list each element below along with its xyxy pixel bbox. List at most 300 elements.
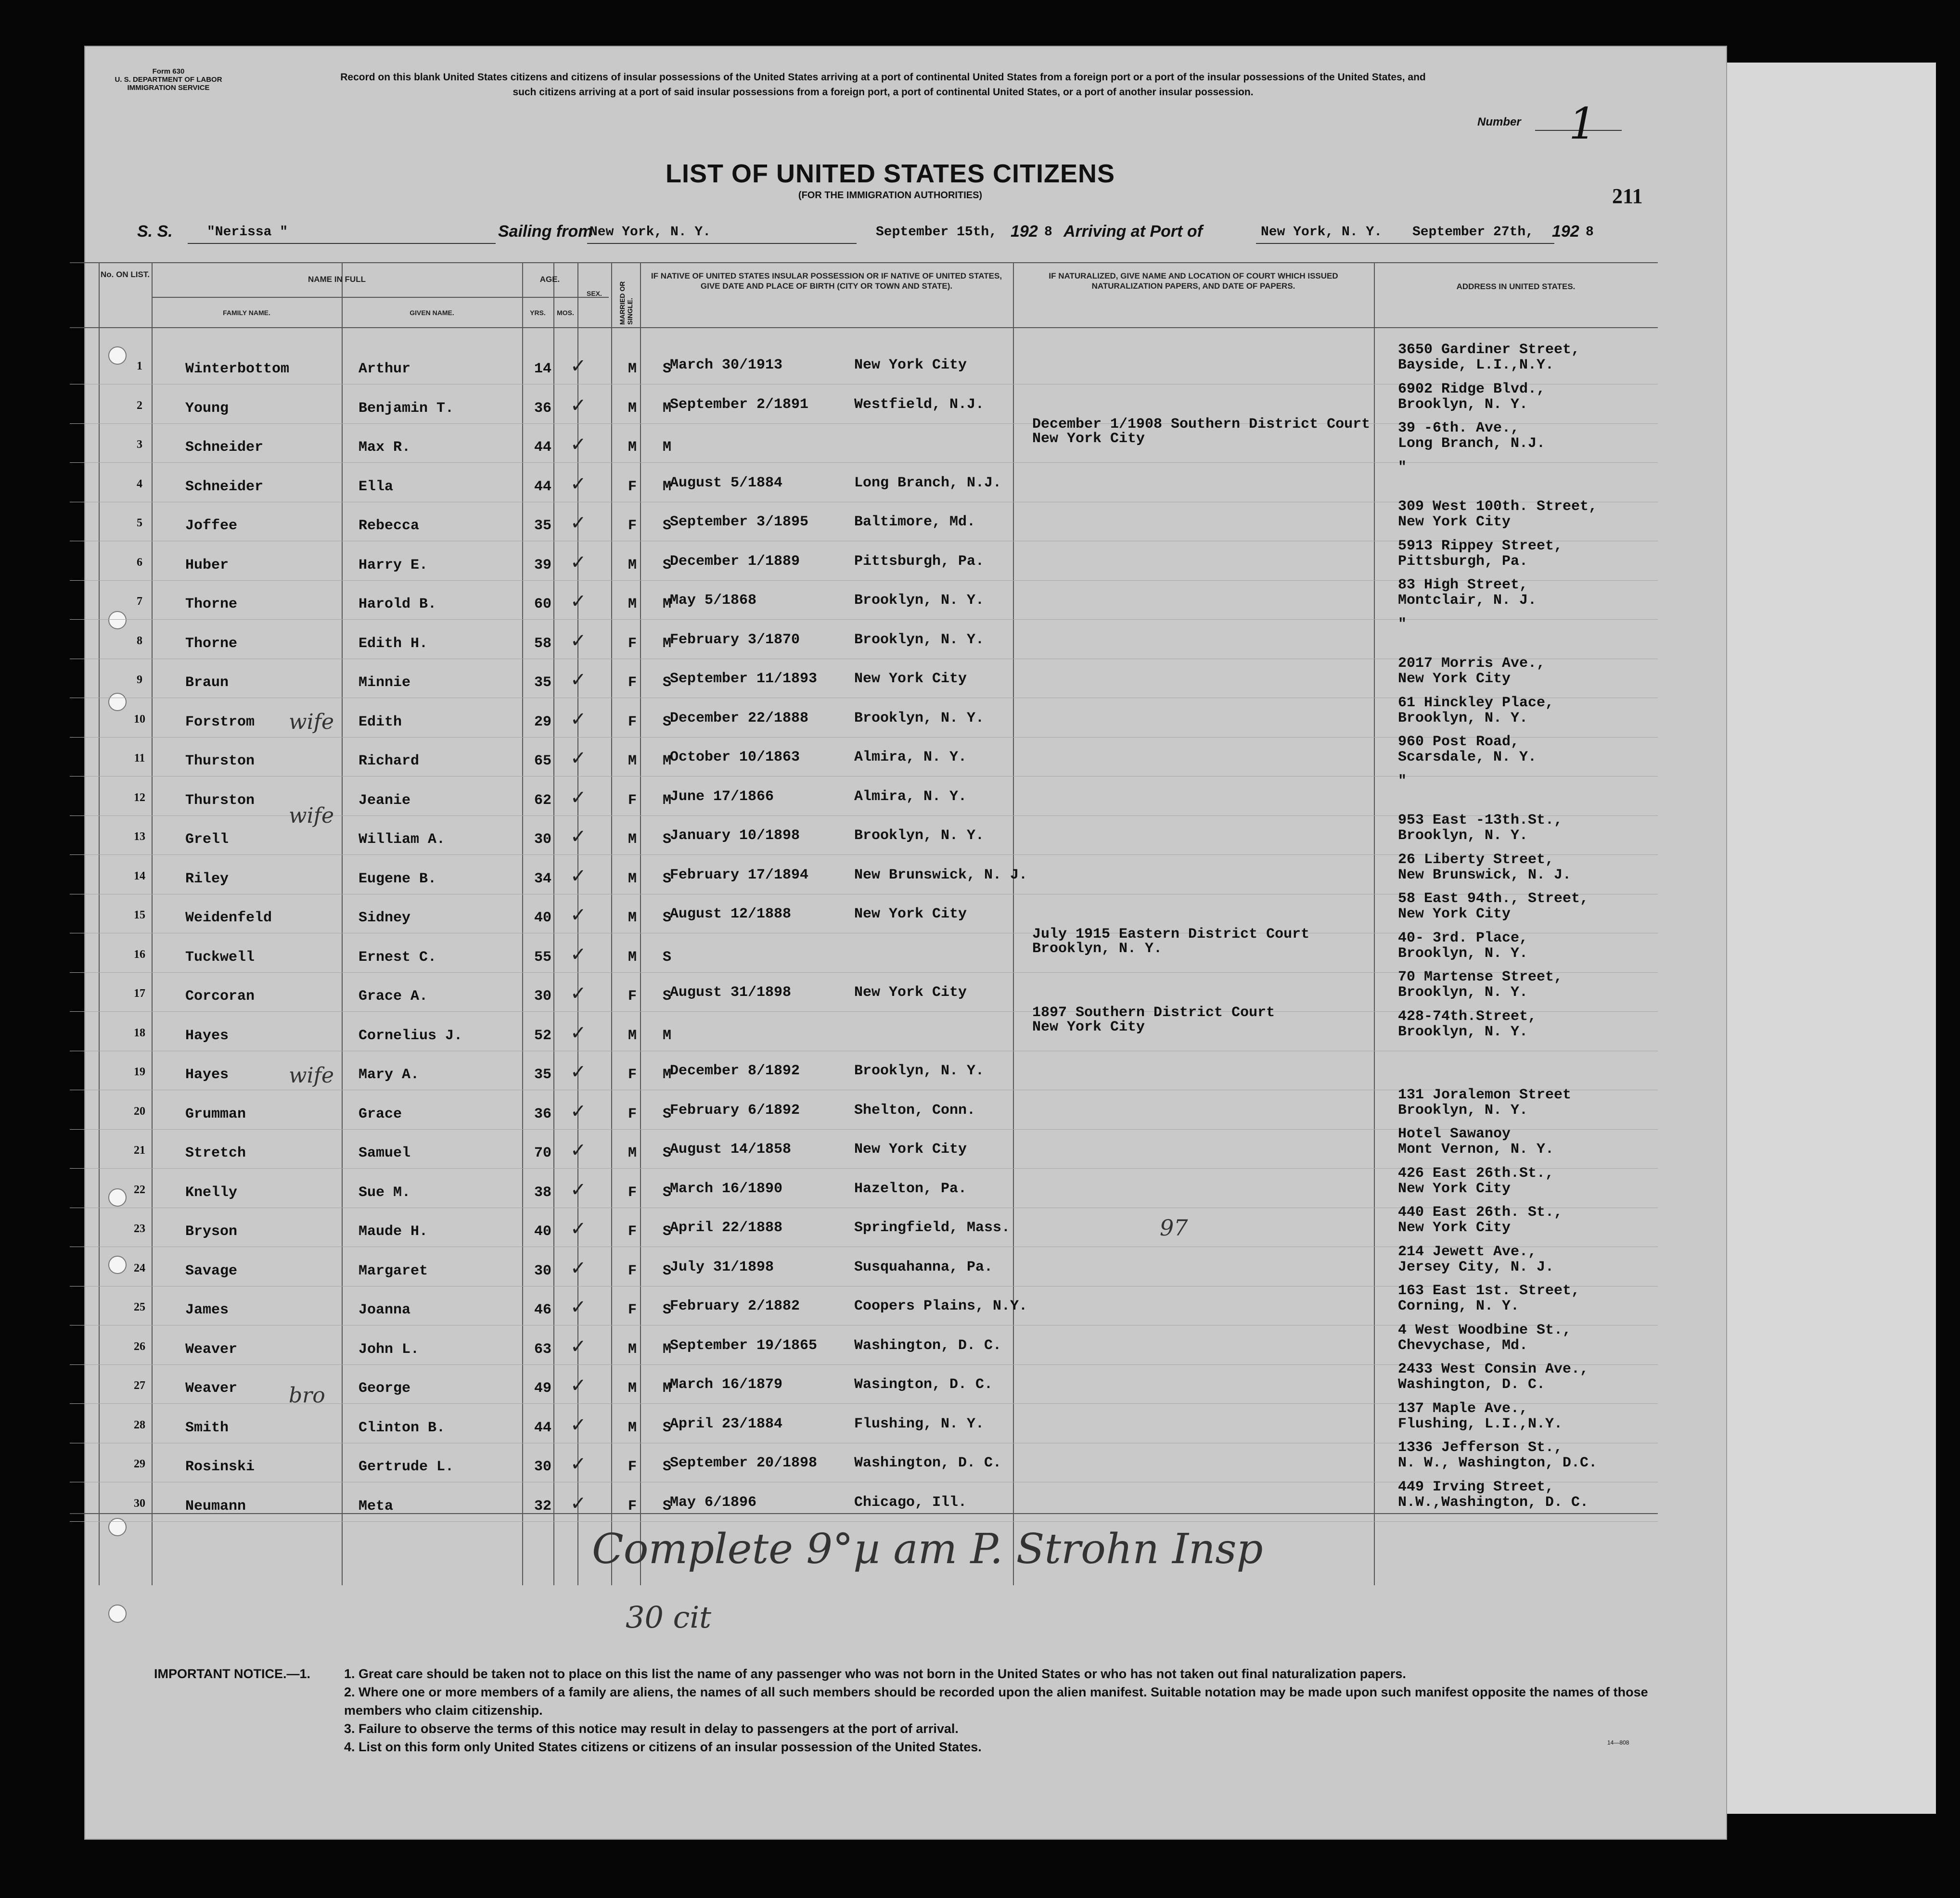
marital-status: S bbox=[663, 1459, 672, 1475]
address-line1: 39 -6th. Ave., bbox=[1398, 420, 1520, 436]
row-number: 29 bbox=[134, 1458, 145, 1470]
row-number: 8 bbox=[137, 635, 142, 647]
check-mark-icon: ✓ bbox=[570, 395, 587, 417]
table-row bbox=[70, 538, 1658, 581]
age-years: 30 bbox=[534, 988, 552, 1005]
family-name: Grell bbox=[185, 831, 229, 848]
marital-status: S bbox=[663, 557, 672, 573]
address-line1: 5913 Rippey Street, bbox=[1398, 538, 1563, 554]
address-line2: Brooklyn, N. Y. bbox=[1398, 984, 1528, 1001]
check-mark-icon: ✓ bbox=[570, 473, 587, 495]
address-line1: 3650 Gardiner Street, bbox=[1398, 342, 1580, 358]
address-line2: Washington, D. C. bbox=[1398, 1376, 1546, 1393]
birth-date: January 10/1898 bbox=[670, 828, 800, 844]
given-name: Benjamin T. bbox=[359, 400, 454, 417]
naturalization-location: Brooklyn, N. Y. bbox=[1032, 941, 1163, 957]
arriving-year-prefix: 192 bbox=[1552, 222, 1579, 241]
birth-date: August 14/1858 bbox=[670, 1141, 792, 1158]
given-name: Samuel bbox=[359, 1145, 411, 1161]
birth-date: December 22/1888 bbox=[670, 710, 809, 726]
sex: F bbox=[628, 675, 637, 691]
family-name: Rosinski bbox=[185, 1459, 255, 1475]
given-name: Arthur bbox=[359, 361, 411, 377]
birth-place: Brooklyn, N. Y. bbox=[854, 632, 985, 648]
sex: M bbox=[628, 439, 637, 456]
sex: M bbox=[628, 1420, 637, 1436]
row-rule bbox=[70, 462, 1658, 463]
notice-items bbox=[344, 1665, 1691, 1756]
sex: M bbox=[628, 400, 637, 417]
given-name: Edith H. bbox=[359, 636, 428, 652]
check-mark-icon: ✓ bbox=[570, 1139, 587, 1161]
check-mark-icon: ✓ bbox=[570, 1061, 587, 1083]
address-line2: Brooklyn, N. Y. bbox=[1398, 710, 1528, 726]
arriving-date: September 27th, bbox=[1412, 225, 1534, 240]
birth-place: Coopers Plains, N.Y. bbox=[854, 1298, 1028, 1314]
age-years: 38 bbox=[534, 1185, 552, 1201]
birth-date: April 23/1884 bbox=[670, 1416, 783, 1432]
page-title: LIST OF UNITED STATES CITIZENS bbox=[666, 159, 1115, 188]
table-row bbox=[70, 1204, 1658, 1248]
address-line2: Long Branch, N.J. bbox=[1398, 435, 1546, 452]
birth-place: Brooklyn, N. Y. bbox=[854, 828, 985, 844]
header-mos: MOS. bbox=[557, 309, 574, 317]
age-years: 34 bbox=[534, 871, 552, 887]
birth-place: Washington, D. C. bbox=[854, 1338, 1002, 1354]
sex: F bbox=[628, 1223, 637, 1240]
given-name: Ernest C. bbox=[359, 949, 437, 966]
table-row bbox=[70, 1087, 1658, 1130]
age-years: 44 bbox=[534, 439, 552, 456]
form-code: 14—808 bbox=[1607, 1739, 1629, 1746]
table-row bbox=[70, 1479, 1658, 1522]
table-row bbox=[70, 891, 1658, 934]
check-mark-icon: ✓ bbox=[570, 355, 587, 377]
address-line1: 440 East 26th. St., bbox=[1398, 1204, 1563, 1221]
marital-status: S bbox=[663, 1263, 672, 1279]
given-name: Ella bbox=[359, 479, 394, 495]
address-line2: Flushing, L.I.,N.Y. bbox=[1398, 1416, 1563, 1432]
age-years: 65 bbox=[534, 753, 552, 769]
address-line2: New York City bbox=[1398, 906, 1511, 922]
marital-status: S bbox=[663, 714, 672, 730]
department-name: U. S. DEPARTMENT OF LABOR bbox=[115, 76, 222, 84]
header-sex: SEX. bbox=[587, 290, 602, 297]
marital-status: S bbox=[663, 1420, 672, 1436]
check-mark-icon: ✓ bbox=[570, 1179, 587, 1201]
marital-status: M bbox=[663, 1067, 672, 1083]
birth-date: September 11/1893 bbox=[670, 671, 818, 687]
check-mark-icon: ✓ bbox=[570, 1100, 587, 1122]
age-years: 35 bbox=[534, 518, 552, 534]
marital-status: M bbox=[663, 753, 672, 769]
sex: M bbox=[628, 557, 637, 573]
row-rule bbox=[70, 1521, 1658, 1522]
header-family-name: FAMILY NAME. bbox=[223, 309, 270, 317]
check-mark-icon: ✓ bbox=[570, 1257, 587, 1279]
given-name: Minnie bbox=[359, 675, 411, 691]
given-name: Sidney bbox=[359, 910, 411, 926]
table-row bbox=[70, 459, 1658, 503]
address-line1: 131 Joralemon Street bbox=[1398, 1087, 1572, 1103]
header-married-single: MARRIED OR SINGLE. bbox=[618, 281, 634, 325]
given-name: Eugene B. bbox=[359, 871, 437, 887]
address-line2: Chevychase, Md. bbox=[1398, 1338, 1528, 1354]
arriving-year: 8 bbox=[1586, 225, 1594, 240]
age-years: 52 bbox=[534, 1028, 552, 1044]
check-mark-icon: ✓ bbox=[570, 865, 587, 887]
row-number: 15 bbox=[134, 909, 145, 921]
birth-place: Almira, N. Y. bbox=[854, 749, 967, 765]
marital-status: S bbox=[663, 1185, 672, 1201]
page-subtitle: (FOR THE IMMIGRATION AUTHORITIES) bbox=[798, 190, 983, 201]
address-line2: Brooklyn, N. Y. bbox=[1398, 945, 1528, 962]
sex: M bbox=[628, 753, 637, 769]
naturalization-court: December 1/1908 Southern District Court bbox=[1032, 416, 1371, 433]
table-rule bbox=[70, 327, 1658, 328]
age-years: 30 bbox=[534, 831, 552, 848]
age-years: 29 bbox=[534, 714, 552, 730]
birth-date: September 2/1891 bbox=[670, 396, 809, 413]
number-value: 1 bbox=[1569, 99, 1597, 149]
birth-place: New York City bbox=[854, 671, 967, 687]
check-mark-icon: ✓ bbox=[570, 747, 587, 769]
given-name: Edith bbox=[359, 714, 402, 730]
sex: M bbox=[628, 1380, 637, 1397]
family-name: Thorne bbox=[185, 636, 238, 652]
birth-place: Westfield, N.J. bbox=[854, 396, 985, 413]
notice-item: 4. List on this form only United States citizens or citizens of an insular possession of the United States. bbox=[344, 1740, 982, 1754]
given-name: George bbox=[359, 1380, 411, 1397]
age-years: 40 bbox=[534, 910, 552, 926]
family-name: Smith bbox=[185, 1420, 229, 1436]
row-number: 5 bbox=[137, 517, 142, 529]
birth-date: March 30/1913 bbox=[670, 357, 783, 373]
row-number: 3 bbox=[137, 438, 142, 451]
birth-date: July 31/1898 bbox=[670, 1259, 774, 1275]
address-line1: 428-74th.Street, bbox=[1398, 1008, 1537, 1025]
row-number: 10 bbox=[134, 713, 145, 726]
check-mark-icon: ✓ bbox=[570, 1414, 587, 1436]
sailing-date: September 15th, bbox=[876, 225, 998, 240]
age-years: 46 bbox=[534, 1302, 552, 1318]
address-line1: 4 West Woodbine St., bbox=[1398, 1322, 1572, 1338]
naturalization-location: New York City bbox=[1032, 431, 1145, 447]
row-number: 24 bbox=[134, 1262, 145, 1274]
check-mark-icon: ✓ bbox=[570, 826, 587, 848]
wife-annotation: wife bbox=[289, 710, 334, 734]
table-row bbox=[70, 1165, 1658, 1209]
address-line1: 61 Hinckley Place, bbox=[1398, 695, 1554, 711]
birth-date: May 6/1896 bbox=[670, 1494, 757, 1511]
check-mark-icon: ✓ bbox=[570, 787, 587, 809]
row-number: 21 bbox=[134, 1144, 145, 1157]
sailing-underline bbox=[587, 243, 857, 244]
birth-date: September 20/1898 bbox=[670, 1455, 818, 1471]
sex: F bbox=[628, 988, 637, 1005]
background-page-edge bbox=[1713, 63, 1936, 1814]
table-row bbox=[70, 852, 1658, 895]
birth-place: Susquahanna, Pa. bbox=[854, 1259, 993, 1275]
marital-status: M bbox=[663, 400, 672, 417]
header-age: AGE. bbox=[539, 275, 560, 284]
sex: M bbox=[628, 1145, 637, 1161]
row-number: 11 bbox=[134, 752, 145, 764]
birth-place: Long Branch, N.J. bbox=[854, 475, 1002, 491]
sex: M bbox=[628, 871, 637, 887]
check-mark-icon: ✓ bbox=[570, 630, 587, 652]
family-name: Weidenfeld bbox=[185, 910, 272, 926]
check-mark-icon: ✓ bbox=[570, 433, 587, 456]
marital-status: S bbox=[663, 1498, 672, 1515]
ship-prefix: S. S. bbox=[137, 222, 173, 241]
wife-annotation: wife bbox=[289, 1063, 334, 1088]
marital-status: M bbox=[663, 596, 672, 612]
sex: F bbox=[628, 714, 637, 730]
marital-status: M bbox=[663, 636, 672, 652]
address-line1: 2017 Morris Ave., bbox=[1398, 655, 1546, 672]
given-name: Margaret bbox=[359, 1263, 428, 1279]
given-name: Grace A. bbox=[359, 988, 428, 1005]
age-years: 44 bbox=[534, 1420, 552, 1436]
address-line1: 83 High Street, bbox=[1398, 577, 1528, 593]
address-line2: Bayside, L.I.,N.Y. bbox=[1398, 357, 1554, 373]
header-given-name: GIVEN NAME. bbox=[410, 309, 454, 317]
address-line2: New Brunswick, N. J. bbox=[1398, 867, 1572, 883]
sex: F bbox=[628, 518, 637, 534]
sex: F bbox=[628, 636, 637, 652]
check-mark-icon: ✓ bbox=[570, 943, 587, 966]
page-number: 211 bbox=[1612, 184, 1643, 208]
address-line2: Jersey City, N. J. bbox=[1398, 1259, 1554, 1275]
marital-status: S bbox=[663, 949, 672, 966]
address-line2: Brooklyn, N. Y. bbox=[1398, 1024, 1528, 1040]
sex: M bbox=[628, 910, 637, 926]
row-number: 4 bbox=[137, 478, 142, 490]
sex: F bbox=[628, 1067, 637, 1083]
birth-date: May 5/1868 bbox=[670, 592, 757, 609]
row-number: 13 bbox=[134, 830, 145, 843]
birth-place: Shelton, Conn. bbox=[854, 1102, 976, 1119]
age-years: 35 bbox=[534, 675, 552, 691]
header-address: ADDRESS IN UNITED STATES. bbox=[1456, 282, 1576, 291]
family-name: Weaver bbox=[185, 1380, 238, 1397]
address-line2: Pittsburgh, Pa. bbox=[1398, 553, 1528, 570]
age-years: 32 bbox=[534, 1498, 552, 1515]
family-name: Weaver bbox=[185, 1341, 238, 1358]
family-name: Riley bbox=[185, 871, 229, 887]
marital-status: S bbox=[663, 1302, 672, 1318]
birth-place: Pittsburgh, Pa. bbox=[854, 553, 985, 570]
address-line2: New York City bbox=[1398, 514, 1511, 530]
given-name: Grace bbox=[359, 1106, 402, 1122]
row-number: 17 bbox=[134, 987, 145, 1000]
address-line1: 309 West 100th. Street, bbox=[1398, 498, 1598, 515]
family-name: Forstrom bbox=[185, 714, 255, 730]
number-label: Number bbox=[1477, 115, 1521, 128]
address-line2: N.W.,Washington, D. C. bbox=[1398, 1494, 1589, 1511]
arriving-label: Arriving at Port of bbox=[1063, 222, 1203, 241]
row-rule bbox=[70, 776, 1658, 777]
marital-status: M bbox=[663, 439, 672, 456]
address-line2: New York City bbox=[1398, 1220, 1511, 1236]
address-line1: 26 Liberty Street, bbox=[1398, 852, 1554, 868]
given-name: Clinton B. bbox=[359, 1420, 446, 1436]
birth-date: September 19/1865 bbox=[670, 1338, 818, 1354]
given-name: Gertrude L. bbox=[359, 1459, 454, 1475]
address-line2: New York City bbox=[1398, 1181, 1511, 1197]
given-name: Rebecca bbox=[359, 518, 420, 534]
check-mark-icon: ✓ bbox=[570, 551, 587, 573]
check-mark-icon: ✓ bbox=[570, 708, 587, 730]
family-name: Savage bbox=[185, 1263, 238, 1279]
given-name: Richard bbox=[359, 753, 420, 769]
given-name: Harry E. bbox=[359, 557, 428, 573]
table-row bbox=[70, 342, 1658, 385]
given-name: Jeanie bbox=[359, 792, 411, 809]
check-mark-icon: ✓ bbox=[570, 1022, 587, 1044]
row-number: 19 bbox=[134, 1066, 145, 1078]
given-name: Mary A. bbox=[359, 1067, 420, 1083]
address-line2: Scarsdale, N. Y. bbox=[1398, 749, 1537, 765]
age-years: 55 bbox=[534, 949, 552, 966]
address-line1: " bbox=[1398, 459, 1407, 476]
address-line2: Mont Vernon, N. Y. bbox=[1398, 1141, 1554, 1158]
marital-status: S bbox=[663, 675, 672, 691]
completion-note: Complete 9°µ am P. Strohn Insp bbox=[592, 1525, 1263, 1573]
form-number: Form 630 bbox=[152, 67, 185, 76]
address-line1: " bbox=[1398, 773, 1407, 790]
age-years: 58 bbox=[534, 636, 552, 652]
header-naturalized: IF NATURALIZED, GIVE NAME AND LOCATION OF COURT WHICH ISSUED NATURALIZATION PAPERS, AND DATE OF PAPERS. bbox=[1049, 271, 1338, 291]
marital-status: S bbox=[663, 871, 672, 887]
age-years: 30 bbox=[534, 1459, 552, 1475]
row-number: 20 bbox=[134, 1105, 145, 1118]
family-name: Huber bbox=[185, 557, 229, 573]
sex: F bbox=[628, 479, 637, 495]
sex: M bbox=[628, 361, 637, 377]
row-number: 27 bbox=[134, 1379, 145, 1392]
given-name: Joanna bbox=[359, 1302, 411, 1318]
sex: F bbox=[628, 1263, 637, 1279]
row-number: 25 bbox=[134, 1301, 145, 1313]
given-name: John L. bbox=[359, 1341, 420, 1358]
age-years: 60 bbox=[534, 596, 552, 612]
age-years: 70 bbox=[534, 1145, 552, 1161]
family-name: Young bbox=[185, 400, 229, 417]
sex: F bbox=[628, 792, 637, 809]
birth-date: December 8/1892 bbox=[670, 1063, 800, 1079]
address-line2: Brooklyn, N. Y. bbox=[1398, 396, 1528, 413]
birth-date: February 6/1892 bbox=[670, 1102, 800, 1119]
sex: F bbox=[628, 1498, 637, 1515]
marital-status: M bbox=[663, 1028, 672, 1044]
birth-place: Baltimore, Md. bbox=[854, 514, 976, 530]
family-name: Schneider bbox=[185, 479, 264, 495]
marital-status: S bbox=[663, 361, 672, 377]
birth-place: New York City bbox=[854, 984, 967, 1001]
table-row bbox=[70, 1439, 1658, 1483]
birth-place: Brooklyn, N. Y. bbox=[854, 1063, 985, 1079]
age-years: 62 bbox=[534, 792, 552, 809]
family-name: Thorne bbox=[185, 596, 238, 612]
age-years: 36 bbox=[534, 1106, 552, 1122]
table-row bbox=[70, 1322, 1658, 1365]
birth-date: February 3/1870 bbox=[670, 632, 800, 648]
header-birth: IF NATIVE OF UNITED STATES INSULAR POSSESSION OR IF NATIVE OF UNITED STATES, GIVE DATE AND PLACE OF BIRTH (CITY OR TOWN AND STATE). bbox=[651, 271, 1002, 291]
birth-date: August 12/1888 bbox=[670, 906, 792, 922]
row-number: 6 bbox=[137, 556, 142, 569]
marital-status: S bbox=[663, 1223, 672, 1240]
marital-status: S bbox=[663, 518, 672, 534]
family-name: Tuckwell bbox=[185, 949, 255, 966]
age-years: 40 bbox=[534, 1223, 552, 1240]
table-row bbox=[70, 381, 1658, 424]
birth-place: Brooklyn, N. Y. bbox=[854, 710, 985, 726]
sailing-label: Sailing from bbox=[498, 222, 593, 241]
check-mark-icon: ✓ bbox=[570, 512, 587, 534]
age-years: 44 bbox=[534, 479, 552, 495]
arriving-port: New York, N. Y. bbox=[1261, 225, 1383, 240]
check-mark-icon: ✓ bbox=[570, 590, 587, 612]
address-line2: Brooklyn, N. Y. bbox=[1398, 828, 1528, 844]
marital-status: S bbox=[663, 831, 672, 848]
address-line1: 960 Post Road, bbox=[1398, 734, 1520, 750]
header-name-in-full: NAME IN FULL bbox=[308, 275, 366, 284]
family-name: Thurston bbox=[185, 753, 255, 769]
address-line1: 163 East 1st. Street, bbox=[1398, 1283, 1580, 1299]
table-row bbox=[70, 616, 1658, 660]
sailing-year-prefix: 192 bbox=[1011, 222, 1038, 241]
marital-status: S bbox=[663, 1145, 672, 1161]
row-number: 22 bbox=[134, 1184, 145, 1196]
table-row bbox=[70, 969, 1658, 1012]
age-years: 63 bbox=[534, 1341, 552, 1358]
row-number: 7 bbox=[137, 595, 142, 608]
address-line2: Brooklyn, N. Y. bbox=[1398, 1102, 1528, 1119]
given-name: William A. bbox=[359, 831, 446, 848]
given-name: Sue M. bbox=[359, 1185, 411, 1201]
check-mark-icon: ✓ bbox=[570, 1492, 587, 1515]
given-name: Harold B. bbox=[359, 596, 437, 612]
age-years: 14 bbox=[534, 361, 552, 377]
birth-place: Washington, D. C. bbox=[854, 1455, 1002, 1471]
header-yrs: YRS. bbox=[530, 309, 546, 317]
table-row bbox=[70, 1283, 1658, 1326]
family-name: Corcoran bbox=[185, 988, 255, 1005]
check-mark-icon: ✓ bbox=[570, 1453, 587, 1475]
table-row bbox=[70, 1005, 1658, 1052]
address-line1: 2433 West Consin Ave., bbox=[1398, 1361, 1589, 1377]
address-line1: 70 Martense Street, bbox=[1398, 969, 1563, 985]
sex: M bbox=[628, 596, 637, 612]
address-line2: Montclair, N. J. bbox=[1398, 592, 1537, 609]
given-name: Max R. bbox=[359, 439, 411, 456]
table-row bbox=[70, 655, 1658, 699]
naturalization-court: July 1915 Eastern District Court bbox=[1032, 926, 1310, 943]
row-number: 26 bbox=[134, 1340, 145, 1353]
family-name: Knelly bbox=[185, 1185, 238, 1201]
marital-status: M bbox=[663, 479, 672, 495]
birth-date: August 31/1898 bbox=[670, 984, 792, 1001]
given-name: Cornelius J. bbox=[359, 1028, 463, 1044]
birth-place: Wasington, D. C. bbox=[854, 1376, 993, 1393]
check-mark-icon: ✓ bbox=[570, 982, 587, 1005]
birth-place: Springfield, Mass. bbox=[854, 1220, 1011, 1236]
citizen-count: 30 cit bbox=[626, 1600, 712, 1635]
header-no: No. ON LIST. bbox=[101, 270, 150, 279]
address-line2: Corning, N. Y. bbox=[1398, 1298, 1520, 1314]
